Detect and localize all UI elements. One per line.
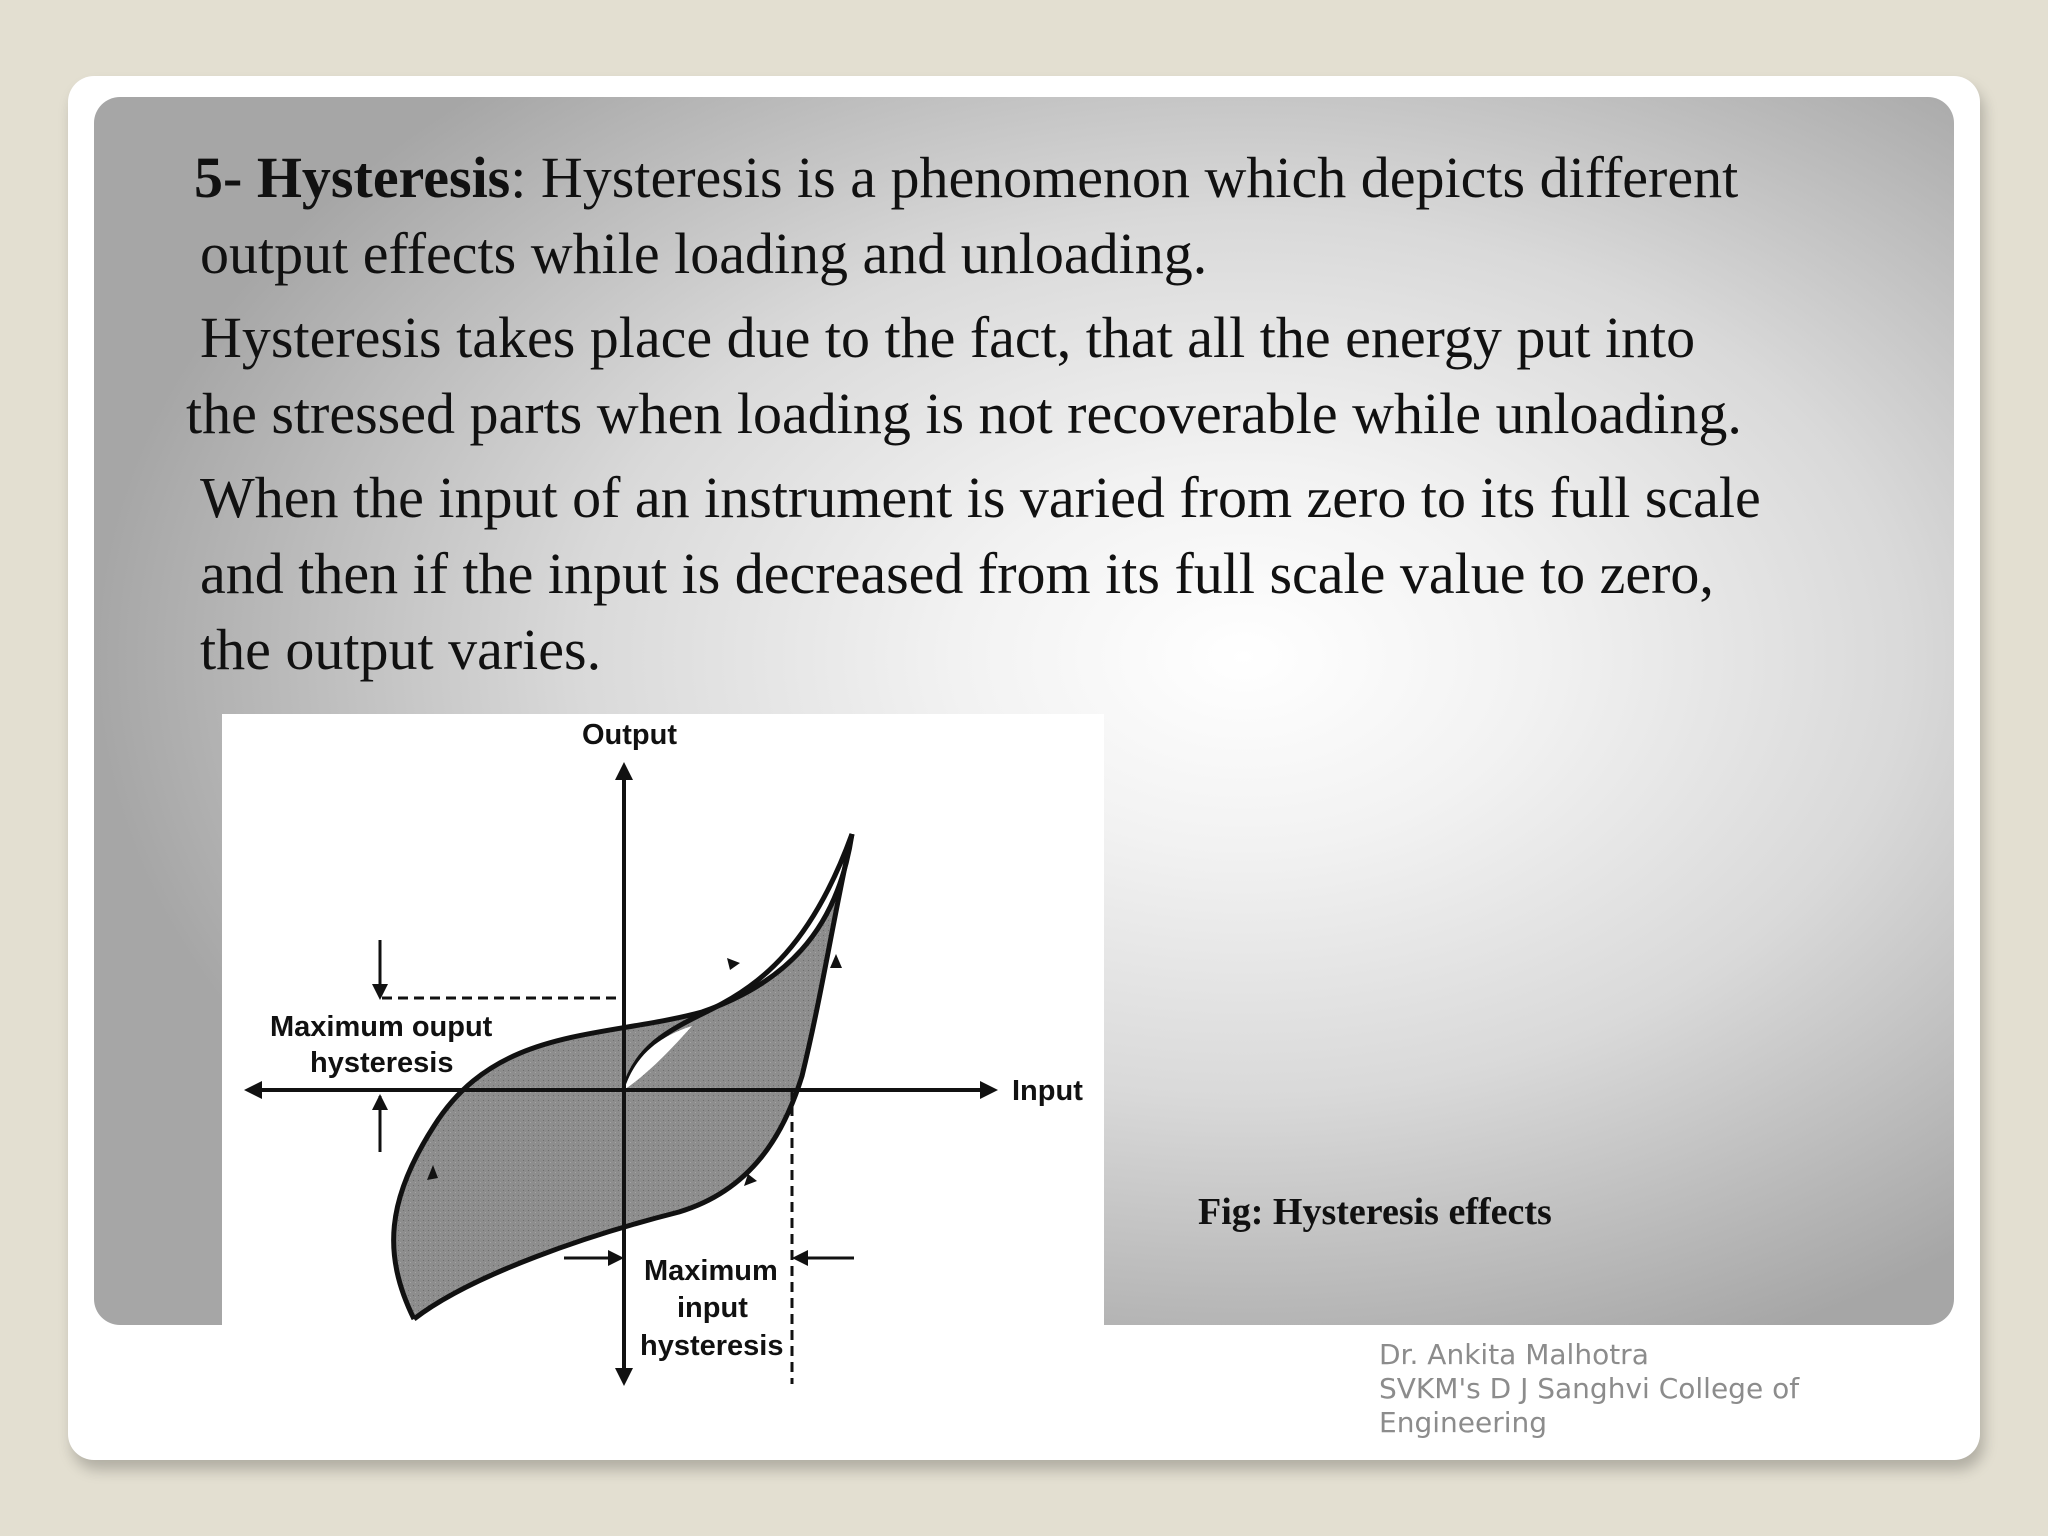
input-line-2: and then if the input is decreased from its full scale value to zero, bbox=[200, 541, 1714, 606]
footer-author bbox=[1379, 1338, 1899, 1440]
footer-college-line2: Engineering bbox=[1379, 1406, 1547, 1439]
hysteresis-definition bbox=[194, 140, 1920, 292]
arrow-marker-upper bbox=[727, 958, 740, 970]
max-output-arrowhead-bottom bbox=[372, 1094, 388, 1110]
heading-definition-line2: output effects while loading and unloading. bbox=[200, 221, 1208, 286]
footer-college-line1: SVKM's D J Sanghvi College of bbox=[1379, 1372, 1800, 1405]
max-input-label-line2: input bbox=[677, 1292, 748, 1324]
hysteresis-input-paragraph bbox=[200, 460, 1920, 688]
input-line-3: the output varies. bbox=[200, 617, 602, 682]
arrow-marker-right bbox=[830, 954, 842, 968]
cause-line-1: Hysteresis takes place due to the fact, that all the energy put into bbox=[200, 305, 1696, 370]
max-output-label-line2: hysteresis bbox=[310, 1047, 454, 1079]
output-axis-arrow-up bbox=[615, 762, 633, 780]
output-axis-arrow-down bbox=[615, 1368, 633, 1386]
max-input-arrowhead-right bbox=[792, 1250, 808, 1266]
hysteresis-diagram-svg bbox=[222, 714, 1104, 1397]
slide-body-text bbox=[186, 140, 1920, 688]
figure-caption: Fig: Hysteresis effects bbox=[1198, 1191, 1552, 1233]
input-line-1: When the input of an instrument is varied from zero to its full scale bbox=[200, 465, 1761, 530]
input-axis-label: Input bbox=[1012, 1075, 1083, 1107]
output-axis-label: Output bbox=[582, 719, 678, 751]
max-input-label-line1: Maximum bbox=[644, 1255, 778, 1287]
footer-author-name: Dr. Ankita Malhotra bbox=[1379, 1338, 1649, 1371]
input-axis-arrow-left bbox=[244, 1081, 262, 1099]
hysteresis-diagram bbox=[222, 714, 1104, 1397]
max-input-arrowhead-left bbox=[608, 1250, 624, 1266]
hysteresis-cause-paragraph bbox=[186, 300, 1920, 452]
slide-heading: 5- Hysteresis bbox=[194, 145, 511, 210]
input-axis-arrow-right bbox=[980, 1081, 998, 1099]
max-input-label-line3: hysteresis bbox=[640, 1330, 784, 1362]
max-output-label-line1: Maximum ouput bbox=[270, 1011, 493, 1043]
heading-definition-text: : Hysteresis is a phenomenon which depicts different bbox=[510, 145, 1739, 210]
cause-line-2: the stressed parts when loading is not recoverable while unloading. bbox=[186, 381, 1742, 446]
